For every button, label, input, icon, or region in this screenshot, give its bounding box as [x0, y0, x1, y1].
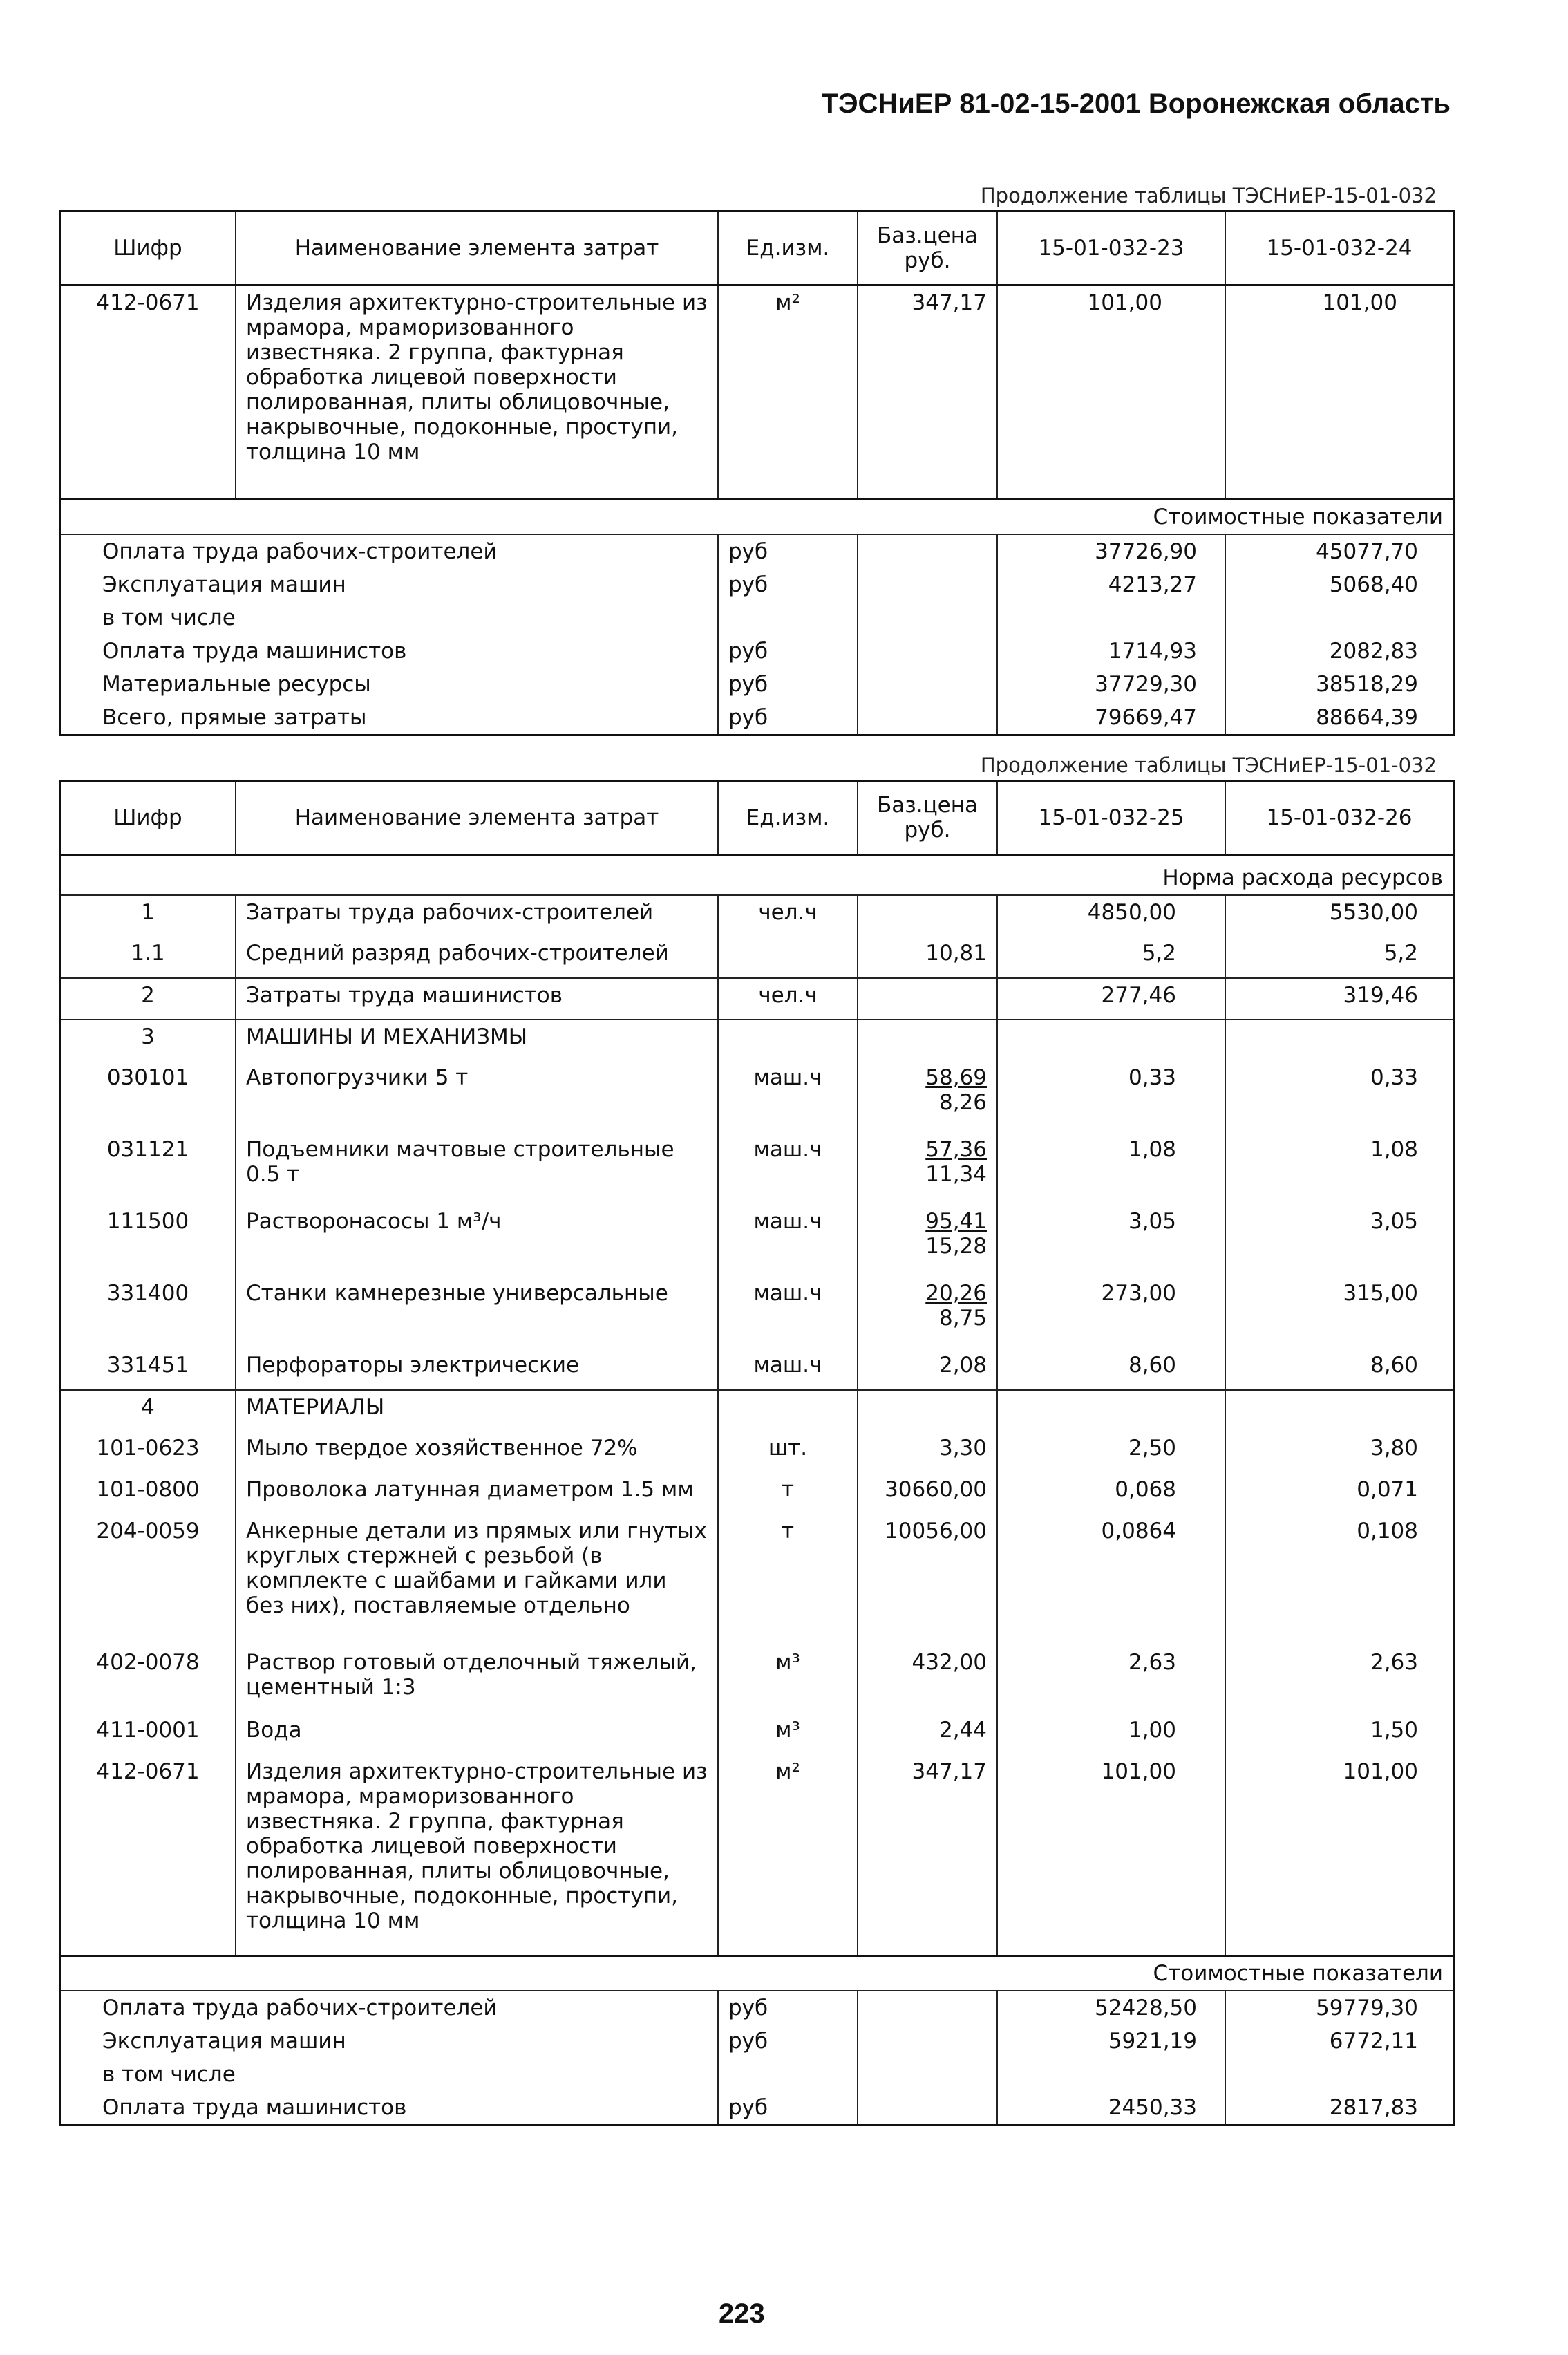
summary-row	[60, 635, 1454, 668]
summary-row	[60, 2091, 1454, 2126]
cell-v1: 273,00	[997, 1277, 1225, 1349]
summary-empty	[858, 635, 997, 668]
cell-v1: 1,08	[997, 1133, 1225, 1205]
cell-unit: м³	[718, 1714, 858, 1755]
summary-empty	[858, 568, 997, 601]
summary-label: Всего, прямые затраты	[60, 701, 719, 735]
cell-unit: маш.ч	[718, 1061, 858, 1133]
summary-row	[60, 1991, 1454, 2025]
cell-code: 2	[60, 978, 236, 1020]
cell-price	[858, 1473, 997, 1514]
summary-value-1: 2450,33	[997, 2091, 1225, 2126]
price-value: 432,00	[911, 1650, 987, 1675]
cell-v1: 1,00	[997, 1714, 1225, 1755]
col-code: Шифр	[60, 212, 236, 285]
col-v1: 15-01-032-23	[997, 212, 1225, 285]
table-row	[60, 1514, 1454, 1646]
cell-price	[858, 1390, 997, 1432]
cell-name: Проволока латунная диаметром 1.5 мм	[236, 1473, 718, 1514]
summary-row	[60, 2058, 1454, 2091]
cell-unit: т	[718, 1514, 858, 1646]
cell-price	[858, 1714, 997, 1755]
summary-row	[60, 568, 1454, 601]
summary-value-2: 59779,30	[1225, 1991, 1454, 2025]
cell-name: Затраты труда рабочих-строителей	[236, 895, 718, 937]
table-row	[60, 1646, 1454, 1714]
table-row	[60, 978, 1454, 1020]
cell-name: Затраты труда машинистов	[236, 978, 718, 1020]
cell-v2	[1225, 1390, 1454, 1432]
cell-name: Мыло твердое хозяйственное 72%	[236, 1432, 718, 1473]
cell-code: 412-0671	[60, 285, 236, 500]
summary-value-1: 52428,50	[997, 1991, 1225, 2025]
table1-caption: Продолжение таблицы ТЭСНиЕР-15-01-032	[980, 184, 1437, 207]
summary-value-2: 2817,83	[1225, 2091, 1454, 2126]
cell-price	[858, 1432, 997, 1473]
table-row	[60, 895, 1454, 937]
cell-code: 101-0623	[60, 1432, 236, 1473]
cell-v2: 315,00	[1225, 1277, 1454, 1349]
cell-price	[858, 895, 997, 937]
cell-unit: м²	[718, 285, 858, 500]
summary-value-1: 4213,27	[997, 568, 1225, 601]
cell-code: 204-0059	[60, 1514, 236, 1646]
col-v2: 15-01-032-26	[1225, 781, 1454, 855]
cell-price	[858, 1349, 997, 1390]
cell-unit: маш.ч	[718, 1205, 858, 1277]
summary-unit: руб	[718, 701, 858, 735]
cell-code: 101-0800	[60, 1473, 236, 1514]
cell-name: Перфораторы электрические	[236, 1349, 718, 1390]
table-row	[60, 1020, 1454, 1061]
summary-value-2: 2082,83	[1225, 635, 1454, 668]
section-title: Стоимостные показатели	[60, 1955, 1454, 1991]
price-value: 58,69	[925, 1065, 987, 1090]
cell-code: 331451	[60, 1349, 236, 1390]
table-row	[60, 1473, 1454, 1514]
cell-price	[858, 1020, 997, 1061]
cell-v1: 2,63	[997, 1646, 1225, 1714]
summary-label: Материальные ресурсы	[60, 668, 719, 701]
summary-row	[60, 668, 1454, 701]
cell-unit: маш.ч	[718, 1277, 858, 1349]
cell-name: Автопогрузчики 5 т	[236, 1061, 718, 1133]
cell-v2	[1225, 1020, 1454, 1061]
price-value: 57,36	[925, 1137, 987, 1162]
price-wage-value: 8,26	[938, 1090, 987, 1115]
cell-price	[858, 1755, 997, 1955]
cell-v2: 1,08	[1225, 1133, 1454, 1205]
summary-empty	[858, 668, 997, 701]
price-value: 95,41	[925, 1209, 987, 1234]
table2-caption: Продолжение таблицы ТЭСНиЕР-15-01-032	[980, 753, 1437, 777]
cell-price	[858, 1277, 997, 1349]
summary-empty	[858, 534, 997, 568]
col-price: Баз.цена руб.	[858, 781, 997, 855]
summary-label: в том числе	[60, 601, 719, 635]
summary-empty	[858, 2091, 997, 2126]
summary-unit	[718, 601, 858, 635]
price-value: 347,17	[911, 1759, 987, 1784]
section-title-row	[60, 855, 1454, 896]
cell-code: 1	[60, 895, 236, 937]
table-row	[60, 1205, 1454, 1277]
cell-price	[858, 1205, 997, 1277]
cell-name: Вода	[236, 1714, 718, 1755]
summary-unit: руб	[718, 1991, 858, 2025]
cell-unit: м³	[718, 1646, 858, 1714]
cell-name: Изделия архитектурно-строительные из мрамора, мраморизованного известняка. 2 группа, фактурная обработка лицевой поверхности полированная, плиты облицовочные, накрывочные, подоконные, проступи, толщина 10 мм	[236, 285, 718, 500]
summary-row	[60, 701, 1454, 735]
cell-v2: 8,60	[1225, 1349, 1454, 1390]
table-row	[60, 1390, 1454, 1432]
cell-v1: 3,05	[997, 1205, 1225, 1277]
table2	[59, 780, 1455, 2126]
col-v2: 15-01-032-24	[1225, 212, 1454, 285]
summary-value-1: 79669,47	[997, 701, 1225, 735]
table1-header-row	[60, 212, 1454, 285]
cell-code: 411-0001	[60, 1714, 236, 1755]
table-row	[60, 1061, 1454, 1133]
cell-v2: 1,50	[1225, 1714, 1454, 1755]
cell-v1: 4850,00	[997, 895, 1225, 937]
cell-v2: 101,00	[1225, 285, 1454, 500]
summary-value-1: 1714,93	[997, 635, 1225, 668]
cell-v1: 2,50	[997, 1432, 1225, 1473]
price-value: 3,30	[938, 1436, 987, 1461]
summary-unit: руб	[718, 668, 858, 701]
cell-code: 4	[60, 1390, 236, 1432]
cell-v2: 0,33	[1225, 1061, 1454, 1133]
summary-empty	[858, 2058, 997, 2091]
summary-value-2: 38518,29	[1225, 668, 1454, 701]
cell-name: Растворонасосы 1 м³/ч	[236, 1205, 718, 1277]
cell-v1: 0,0864	[997, 1514, 1225, 1646]
cell-name: Средний разряд рабочих-строителей	[236, 937, 718, 978]
cell-code: 3	[60, 1020, 236, 1061]
cell-unit: маш.ч	[718, 1133, 858, 1205]
cell-v2: 5530,00	[1225, 895, 1454, 937]
summary-label: Оплата труда рабочих-строителей	[60, 534, 719, 568]
cell-price	[858, 1514, 997, 1646]
col-v1: 15-01-032-25	[997, 781, 1225, 855]
cell-name: Раствор готовый отделочный тяжелый, цементный 1:3	[236, 1646, 718, 1714]
cell-v1	[997, 1020, 1225, 1061]
cell-code: 412-0671	[60, 1755, 236, 1955]
section-title: Норма расхода ресурсов	[60, 855, 1454, 896]
summary-value-1: 37729,30	[997, 668, 1225, 701]
summary-unit	[718, 2058, 858, 2091]
summary-unit: руб	[718, 2025, 858, 2058]
table-row	[60, 1755, 1454, 1955]
summary-value-1: 5921,19	[997, 2025, 1225, 2058]
summary-unit: руб	[718, 568, 858, 601]
price-wage-value: 11,34	[925, 1162, 987, 1187]
page-header-title: ТЭСНиЕР 81-02-15-2001 Воронежская область	[821, 88, 1451, 119]
summary-row	[60, 534, 1454, 568]
cell-unit	[718, 1390, 858, 1432]
cell-v2: 2,63	[1225, 1646, 1454, 1714]
summary-value-2: 6772,11	[1225, 2025, 1454, 2058]
cell-price	[858, 1133, 997, 1205]
table-row	[60, 1277, 1454, 1349]
table-row	[60, 937, 1454, 978]
summary-empty	[858, 701, 997, 735]
cell-v1: 277,46	[997, 978, 1225, 1020]
price-value: 30660,00	[885, 1477, 987, 1502]
summary-unit: руб	[718, 635, 858, 668]
summary-label: Эксплуатация машин	[60, 568, 719, 601]
cell-price: 347,17	[858, 285, 997, 500]
cell-unit: маш.ч	[718, 1349, 858, 1390]
cell-v1: 8,60	[997, 1349, 1225, 1390]
section-title: Стоимостные показатели	[60, 500, 1454, 535]
table-row	[60, 1133, 1454, 1205]
summary-value-2: 5068,40	[1225, 568, 1454, 601]
cell-unit	[718, 1020, 858, 1061]
cell-unit: чел.ч	[718, 978, 858, 1020]
cell-name: МАТЕРИАЛЫ	[236, 1390, 718, 1432]
col-code: Шифр	[60, 781, 236, 855]
cell-price	[858, 978, 997, 1020]
col-name: Наименование элемента затрат	[236, 781, 718, 855]
table2-header-row	[60, 781, 1454, 855]
col-name: Наименование элемента затрат	[236, 212, 718, 285]
summary-row	[60, 601, 1454, 635]
cell-price	[858, 1061, 997, 1133]
price-wage-value: 15,28	[925, 1234, 987, 1259]
section-title-row	[60, 1955, 1454, 1991]
cell-v2: 0,071	[1225, 1473, 1454, 1514]
summary-value-1	[997, 2058, 1225, 2091]
cell-v1: 0,068	[997, 1473, 1225, 1514]
cell-v1: 5,2	[997, 937, 1225, 978]
cell-v2: 3,05	[1225, 1205, 1454, 1277]
price-value: 10056,00	[885, 1519, 987, 1544]
cell-name: Анкерные детали из прямых или гнутых круглых стержней с резьбой (в комплекте с шайбами и гайками или без них), поставляемые отдельно	[236, 1514, 718, 1646]
cell-name: Станки камнерезные универсальные	[236, 1277, 718, 1349]
section-title-row	[60, 500, 1454, 535]
summary-label: Оплата труда машинистов	[60, 2091, 719, 2126]
cell-code: 111500	[60, 1205, 236, 1277]
summary-label: в том числе	[60, 2058, 719, 2091]
summary-unit: руб	[718, 534, 858, 568]
cell-code: 402-0078	[60, 1646, 236, 1714]
cell-unit: т	[718, 1473, 858, 1514]
cell-name: Изделия архитектурно-строительные из мрамора, мраморизованного известняка. 2 группа, фактурная обработка лицевой поверхности полированная, плиты облицовочные, накрывочные, подоконные, проступи, толщина 10 мм	[236, 1755, 718, 1955]
price-value: 2,44	[938, 1718, 987, 1743]
table1	[59, 210, 1455, 736]
summary-value-2: 88664,39	[1225, 701, 1454, 735]
summary-value-2	[1225, 601, 1454, 635]
page-number: 223	[719, 2298, 765, 2329]
col-unit: Ед.изм.	[718, 781, 858, 855]
cell-v1	[997, 1390, 1225, 1432]
cell-name: Подъемники мачтовые строительные 0.5 т	[236, 1133, 718, 1205]
summary-label: Эксплуатация машин	[60, 2025, 719, 2058]
cell-price	[858, 937, 997, 978]
summary-empty	[858, 1991, 997, 2025]
cell-v2: 5,2	[1225, 937, 1454, 978]
cell-code: 030101	[60, 1061, 236, 1133]
summary-empty	[858, 601, 997, 635]
cell-v1: 101,00	[997, 1755, 1225, 1955]
cell-code: 031121	[60, 1133, 236, 1205]
col-price: Баз.цена руб.	[858, 212, 997, 285]
cell-v2: 0,108	[1225, 1514, 1454, 1646]
summary-label: Оплата труда рабочих-строителей	[60, 1991, 719, 2025]
cell-unit: шт.	[718, 1432, 858, 1473]
price-wage-value: 8,75	[938, 1306, 987, 1331]
summary-unit: руб	[718, 2091, 858, 2126]
cell-v1: 0,33	[997, 1061, 1225, 1133]
summary-value-2	[1225, 2058, 1454, 2091]
cell-v2: 101,00	[1225, 1755, 1454, 1955]
summary-value-1: 37726,90	[997, 534, 1225, 568]
price-value: 10,81	[925, 941, 987, 966]
cell-price	[858, 1646, 997, 1714]
summary-empty	[858, 2025, 997, 2058]
table-row	[60, 1714, 1454, 1755]
table-row	[60, 285, 1454, 500]
cell-v1: 101,00	[997, 285, 1225, 500]
table-row	[60, 1349, 1454, 1390]
cell-unit: чел.ч	[718, 895, 858, 937]
cell-name: МАШИНЫ И МЕХАНИЗМЫ	[236, 1020, 718, 1061]
price-value: 20,26	[925, 1281, 987, 1306]
summary-value-1	[997, 601, 1225, 635]
summary-value-2: 45077,70	[1225, 534, 1454, 568]
cell-code: 331400	[60, 1277, 236, 1349]
table-row	[60, 1432, 1454, 1473]
cell-unit	[718, 937, 858, 978]
cell-unit: м²	[718, 1755, 858, 1955]
cell-code: 1.1	[60, 937, 236, 978]
col-unit: Ед.изм.	[718, 212, 858, 285]
cell-v2: 319,46	[1225, 978, 1454, 1020]
summary-label: Оплата труда машинистов	[60, 635, 719, 668]
price-value: 2,08	[938, 1353, 987, 1378]
cell-v2: 3,80	[1225, 1432, 1454, 1473]
summary-row	[60, 2025, 1454, 2058]
